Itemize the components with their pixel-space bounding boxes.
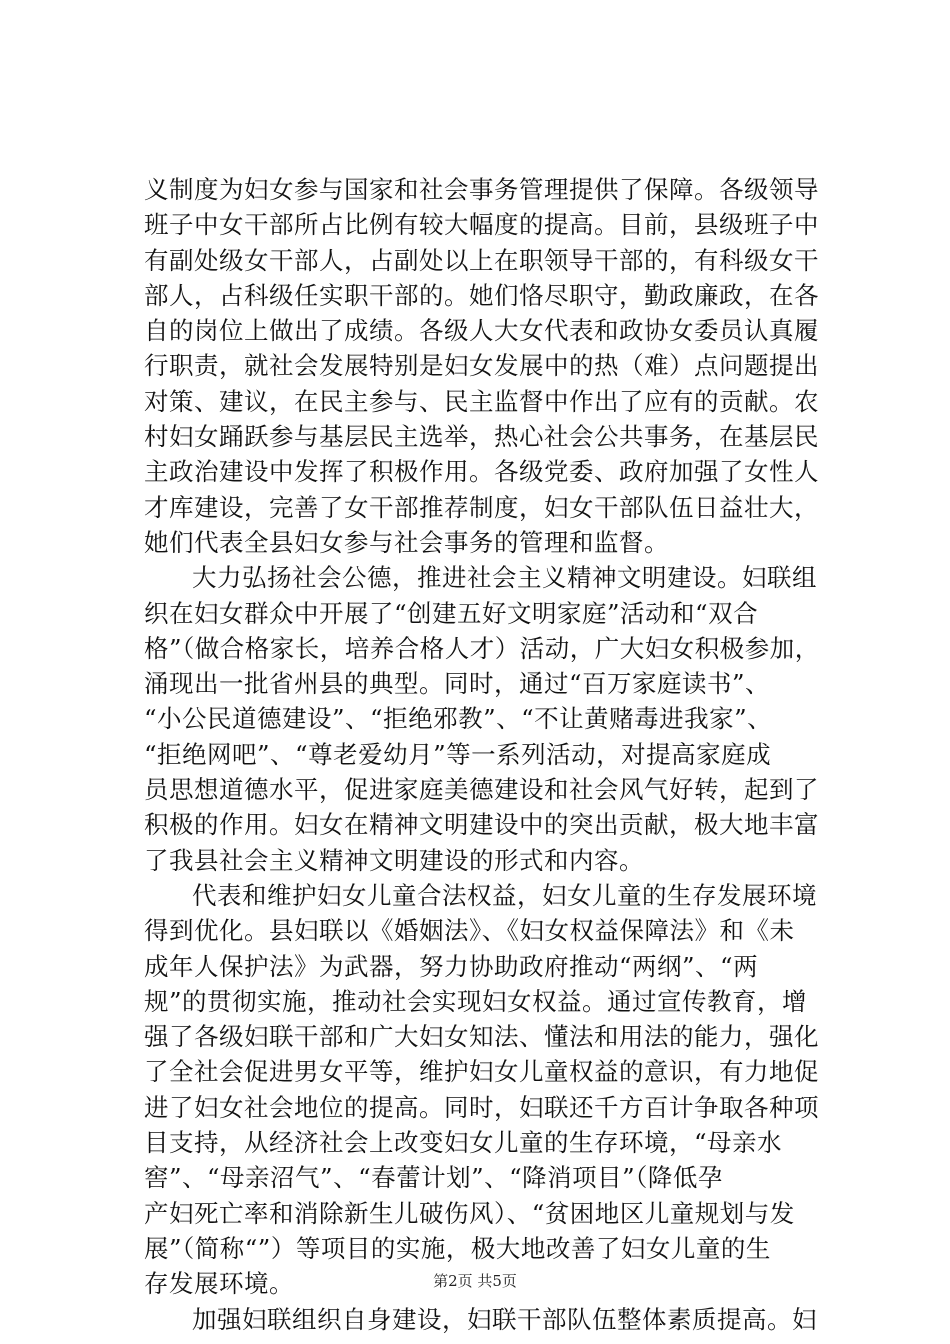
text-line: 员思想道德水平，促进家庭美德建设和社会风气好转，起到了 bbox=[144, 775, 819, 805]
page-number-footer: 第2页 共5页 bbox=[433, 1272, 517, 1290]
text-line: 她们代表全县妇女参与社会事务的管理和监督。 bbox=[144, 527, 669, 557]
text-line: 产妇死亡率和消除新生儿破伤风）、“贫困地区儿童规划与发 bbox=[144, 1198, 795, 1228]
text-line: 对策、建议，在民主参与、民主监督中作出了应有的贡献。农 bbox=[144, 386, 819, 416]
text-line: 班子中女干部所占比例有较大幅度的提高。目前，县级班子中 bbox=[144, 210, 819, 240]
text-line: 自的岗位上做出了成绩。各级人大女代表和政协女委员认真履 bbox=[144, 316, 819, 346]
body-text bbox=[144, 172, 824, 1337]
text-line: 村妇女踊跃参与基层民主选举，热心社会公共事务，在基层民 bbox=[144, 422, 819, 452]
text-line: 了我县社会主义精神文明建设的形式和内容。 bbox=[144, 845, 644, 875]
text-line: 进了妇女社会地位的提高。同时，妇联还千方百计争取各种项 bbox=[144, 1092, 819, 1122]
text-line: 格”（做合格家长，培养合格人才）活动，广大妇女积极参加， bbox=[144, 633, 820, 663]
text-line: “拒绝网吧”、“尊老爱幼月”等一系列活动，对提高家庭成 bbox=[144, 739, 772, 769]
text-line: 存发展环境。 bbox=[144, 1269, 294, 1299]
text-line: 目支持，从经济社会上改变妇女儿童的生存环境，“母亲水 bbox=[144, 1128, 783, 1158]
text-line: 窖”、“母亲沼气”、“春蕾计划”、“降消项目”（降低孕 bbox=[144, 1163, 723, 1193]
text-line: 得到优化。县妇联以《婚姻法》、《妇女权益保障法》和《未 bbox=[144, 916, 795, 946]
paragraph-first-line: 大力弘扬社会公德，推进社会主义精神文明建设。妇联组 bbox=[192, 563, 817, 593]
text-line: 有副处级女干部人，占副处以上在职领导干部的，有科级女干 bbox=[144, 245, 819, 275]
text-line: 行职责，就社会发展特别是妇女发展中的热（难）点问题提出 bbox=[144, 351, 819, 381]
text-line: 强了各级妇联干部和广大妇女知法、懂法和用法的能力，强化 bbox=[144, 1022, 819, 1052]
text-line: 织在妇女群众中开展了“创建五好文明家庭”活动和“双合 bbox=[144, 598, 759, 628]
paragraph-first-line: 代表和维护妇女儿童合法权益，妇女儿童的生存发展环境 bbox=[192, 880, 817, 910]
text-line: 主政治建设中发挥了积极作用。各级党委、政府加强了女性人 bbox=[144, 457, 819, 487]
text-line: 才库建设，完善了女干部推荐制度，妇女干部队伍日益壮大， bbox=[144, 492, 819, 522]
text-line: 部人，占科级任实职干部的。她们恪尽职守，勤政廉政，在各 bbox=[144, 280, 819, 310]
text-line: 积极的作用。妇女在精神文明建设中的突出贡献，极大地丰富 bbox=[144, 810, 819, 840]
text-line: “小公民道德建设”、“拒绝邪教”、“不让黄赌毒进我家”、 bbox=[144, 704, 773, 734]
text-line: 义制度为妇女参与国家和社会事务管理提供了保障。各级领导 bbox=[144, 175, 819, 204]
text-line: 规”的贯彻实施，推动社会实现妇女权益。通过宣传教育，增 bbox=[144, 986, 808, 1016]
text-line: 成年人保护法》为武器，努力协助政府推动“两纲”、“两 bbox=[144, 951, 759, 981]
paragraph-first-line: 加强妇联组织自身建设，妇联干部队伍整体素质提高。妇 bbox=[192, 1304, 817, 1334]
text-line: 展”（简称“”）等项目的实施，极大地改善了妇女儿童的生 bbox=[144, 1233, 771, 1263]
text-line: 涌现出一批省州县的典型。同时，通过“百万家庭读书”、 bbox=[144, 669, 771, 699]
text-line: 了全社会促进男女平等，维护妇女儿童权益的意识，有力地促 bbox=[144, 1057, 819, 1087]
